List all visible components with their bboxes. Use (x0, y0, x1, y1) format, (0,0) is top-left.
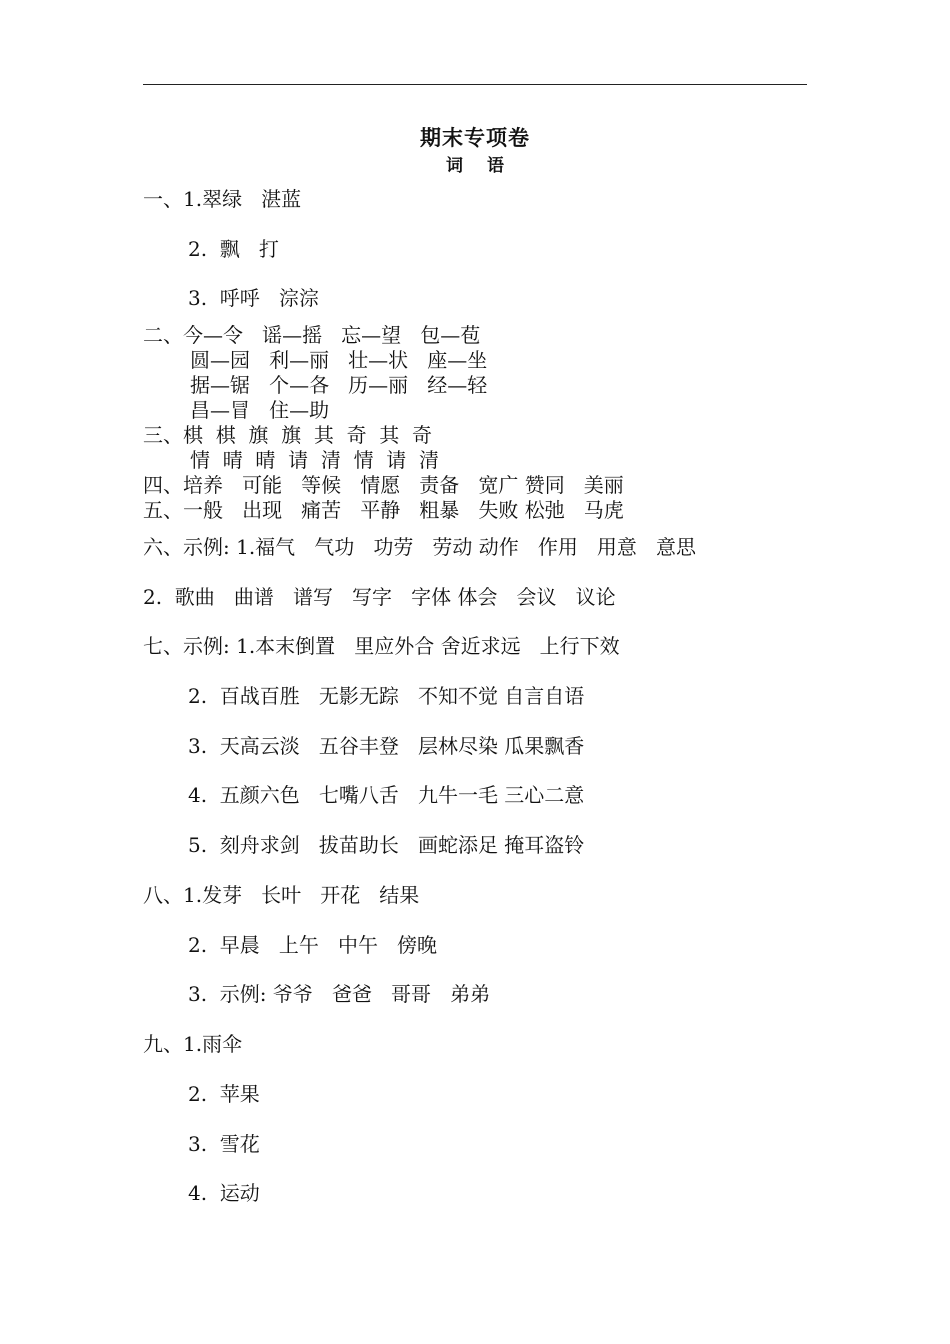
page-subtitle (0, 151, 950, 176)
answer-line: 四、培养 可能 等候 情愿 责备 宽广 赞同 美丽 (143, 473, 624, 497)
answer-line: 情 晴 晴 请 清 情 请 清 (190, 448, 440, 472)
answer-line: 五、一般 出现 痛苦 平静 粗暴 失败 松弛 马虎 (143, 498, 624, 522)
answer-line: 3. 天高云淡 五谷丰登 层林尽染 瓜果飘香 (188, 734, 585, 758)
answer-line: 二、今—令 谣—摇 忘—望 包—苞 (143, 323, 481, 347)
answer-line: 三、棋 棋 旗 旗 其 奇 其 奇 (143, 423, 433, 447)
answer-line: 八、1.发芽 长叶 开花 结果 (143, 883, 420, 907)
subtitle-char: 语 (487, 156, 504, 176)
answer-line: 3. 呼呼 淙淙 (188, 286, 319, 310)
answer-line: 一、1.翠绿 湛蓝 (143, 187, 302, 211)
answer-line: 2. 苹果 (188, 1082, 260, 1106)
answer-line: 4. 运动 (188, 1181, 260, 1205)
answer-line: 昌—冒 住—助 (190, 398, 330, 422)
answer-line: 4. 五颜六色 七嘴八舌 九牛一毛 三心二意 (188, 783, 585, 807)
answer-line: 3. 示例: 爷爷 爸爸 哥哥 弟弟 (188, 982, 491, 1006)
top-rule (143, 84, 807, 85)
subtitle-char: 词 (446, 156, 463, 176)
answer-line: 六、示例: 1.福气 气功 功劳 劳动 动作 作用 用意 意思 (143, 535, 696, 559)
answer-line: 3. 雪花 (188, 1132, 260, 1156)
page-title: 期末专项卷 (420, 125, 530, 150)
answer-line: 据—锯 个—各 历—丽 经—轻 (190, 373, 488, 397)
answer-line: 5. 刻舟求剑 拔苗助长 画蛇添足 掩耳盗铃 (188, 833, 585, 857)
answer-line: 圆—园 利—丽 壮—状 座—坐 (190, 348, 488, 372)
answer-line: 2. 飘 打 (188, 237, 279, 261)
answer-line: 2. 歌曲 曲谱 谱写 写字 字体 体会 会议 议论 (143, 585, 616, 609)
answer-line: 九、1.雨伞 (143, 1032, 243, 1056)
answer-line: 七、示例: 1.本末倒置 里应外合 舍近求远 上行下效 (143, 634, 620, 658)
answer-line: 2. 百战百胜 无影无踪 不知不觉 自言自语 (188, 684, 585, 708)
answer-line: 2. 早晨 上午 中午 傍晚 (188, 933, 438, 957)
